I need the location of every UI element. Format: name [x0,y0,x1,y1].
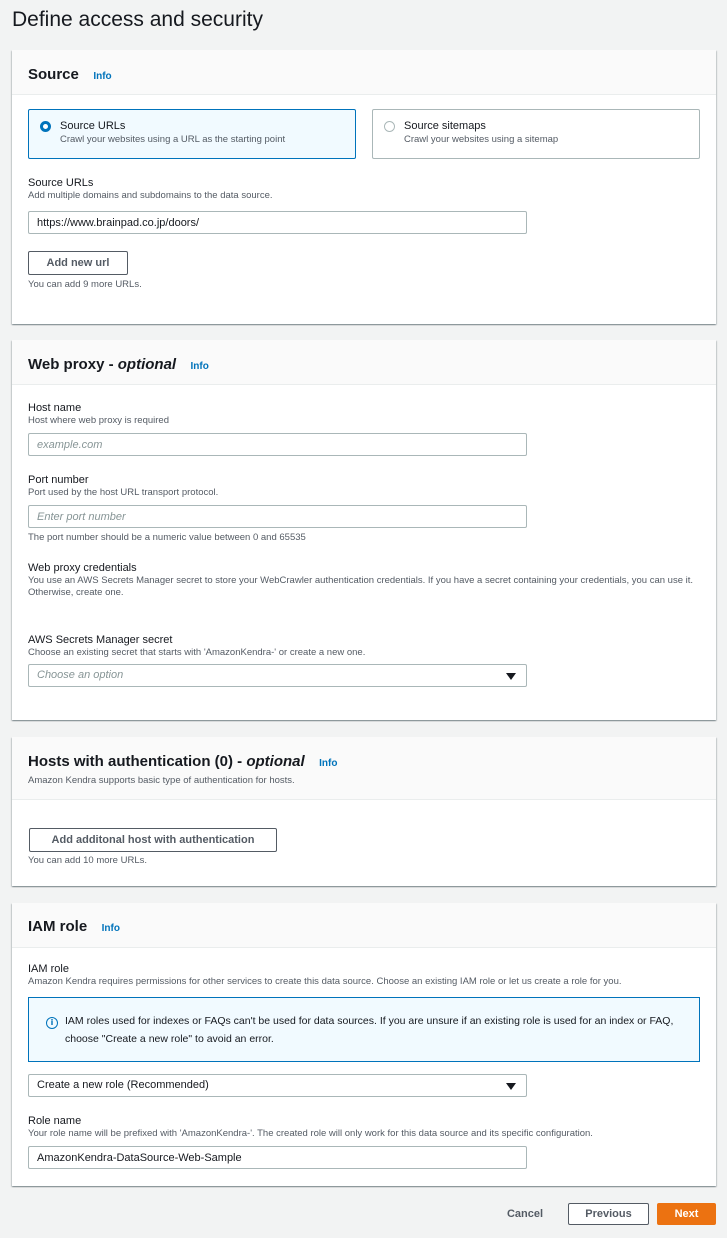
iam-role-select-value: Create a new role (Recommended) [37,1079,209,1091]
radio-source-urls-label: Source URLs [60,120,126,132]
hosts-auth-desc: Amazon Kendra supports basic type of authentication for hosts. [28,775,295,786]
iam-role-title: IAM role [28,918,88,935]
iam-role-header [12,903,716,948]
add-new-url-button[interactable]: Add new url [28,251,128,275]
source-title: Source [28,66,79,83]
role-name-desc: Your role name will be prefixed with 'AmazonKendra-'. The created role will only work for this data source and its specific configuration. [28,1128,593,1139]
port-number-input[interactable] [28,505,527,528]
hosts-auth-panel [12,737,716,886]
caret-down-icon [506,1083,516,1090]
radio-source-sitemaps-desc: Crawl your websites using a sitemap [404,134,559,145]
cancel-button[interactable]: Cancel [506,1208,544,1220]
source-panel [12,50,716,324]
iam-role-desc: Amazon Kendra requires permissions for other services to create this data source. Choose an existing IAM role or let us create a role for you. [28,976,622,987]
hosts-auth-title: Hosts with authentication (0) - optional [28,753,305,770]
radio-source-sitemaps-label: Source sitemaps [404,120,486,132]
host-name-desc: Host where web proxy is required [28,415,169,426]
radio-unselected-icon [384,121,395,132]
secret-select[interactable] [28,664,527,687]
iam-role-label: IAM role [28,963,69,975]
source-info-link[interactable]: Info [93,71,112,82]
web-proxy-title: Web proxy - optional [28,356,177,373]
iam-info-alert [28,997,700,1062]
radio-source-urls-desc: Crawl your websites using a URL as the starting point [60,134,286,145]
port-number-label: Port number [28,474,89,486]
radio-selected-icon [40,121,51,132]
proxy-credentials-desc: You use an AWS Secrets Manager secret to store your WebCrawler authentication credentials. If you have a secret containing your credentials, you can use it. Otherwise, create one. [28,575,694,598]
iam-alert-text: IAM roles used for indexes or FAQs can't be used for data sources. If you are unsure if an existing role is used for an index or FAQ, choose "Create a new role" to avoid an error. [65,1015,674,1045]
radio-source-sitemaps[interactable] [372,109,700,159]
previous-button[interactable]: Previous [568,1203,649,1225]
hosts-auth-header [12,737,716,800]
host-name-label: Host name [28,402,82,414]
web-proxy-panel [12,340,716,720]
host-name-input[interactable] [28,433,527,456]
source-panel-header [12,50,716,95]
role-name-label: Role name [28,1115,82,1127]
next-button[interactable]: Next [657,1203,716,1225]
hosts-auth-hint: You can add 10 more URLs. [28,855,148,866]
proxy-credentials-label: Web proxy credentials [28,562,137,574]
web-proxy-info-link[interactable]: Info [190,361,209,372]
hosts-auth-info-link[interactable]: Info [319,758,338,769]
secret-select-placeholder: Choose an option [37,669,124,681]
source-urls-label: Source URLs [28,177,94,189]
add-host-auth-button[interactable]: Add additonal host with authentication [29,828,277,852]
role-name-input[interactable] [28,1146,527,1169]
iam-role-select[interactable] [28,1074,527,1097]
source-url-input[interactable] [28,211,527,234]
page-title: Define access and security [12,8,263,31]
port-number-desc: Port used by the host URL transport protocol. [28,487,219,498]
port-number-hint: The port number should be a numeric value between 0 and 65535 [28,532,306,543]
iam-role-info-link[interactable]: Info [101,923,120,934]
web-proxy-header [12,340,716,385]
caret-down-icon [506,673,516,680]
iam-role-panel [12,903,716,1186]
add-url-hint: You can add 9 more URLs. [28,279,142,290]
secret-label: AWS Secrets Manager secret [28,634,173,646]
source-urls-desc: Add multiple domains and subdomains to the data source. [28,190,273,201]
radio-source-urls[interactable] [28,109,356,159]
secret-desc: Choose an existing secret that starts with 'AmazonKendra-' or create a new one. [28,647,366,658]
info-circle-icon: i [46,1017,58,1029]
